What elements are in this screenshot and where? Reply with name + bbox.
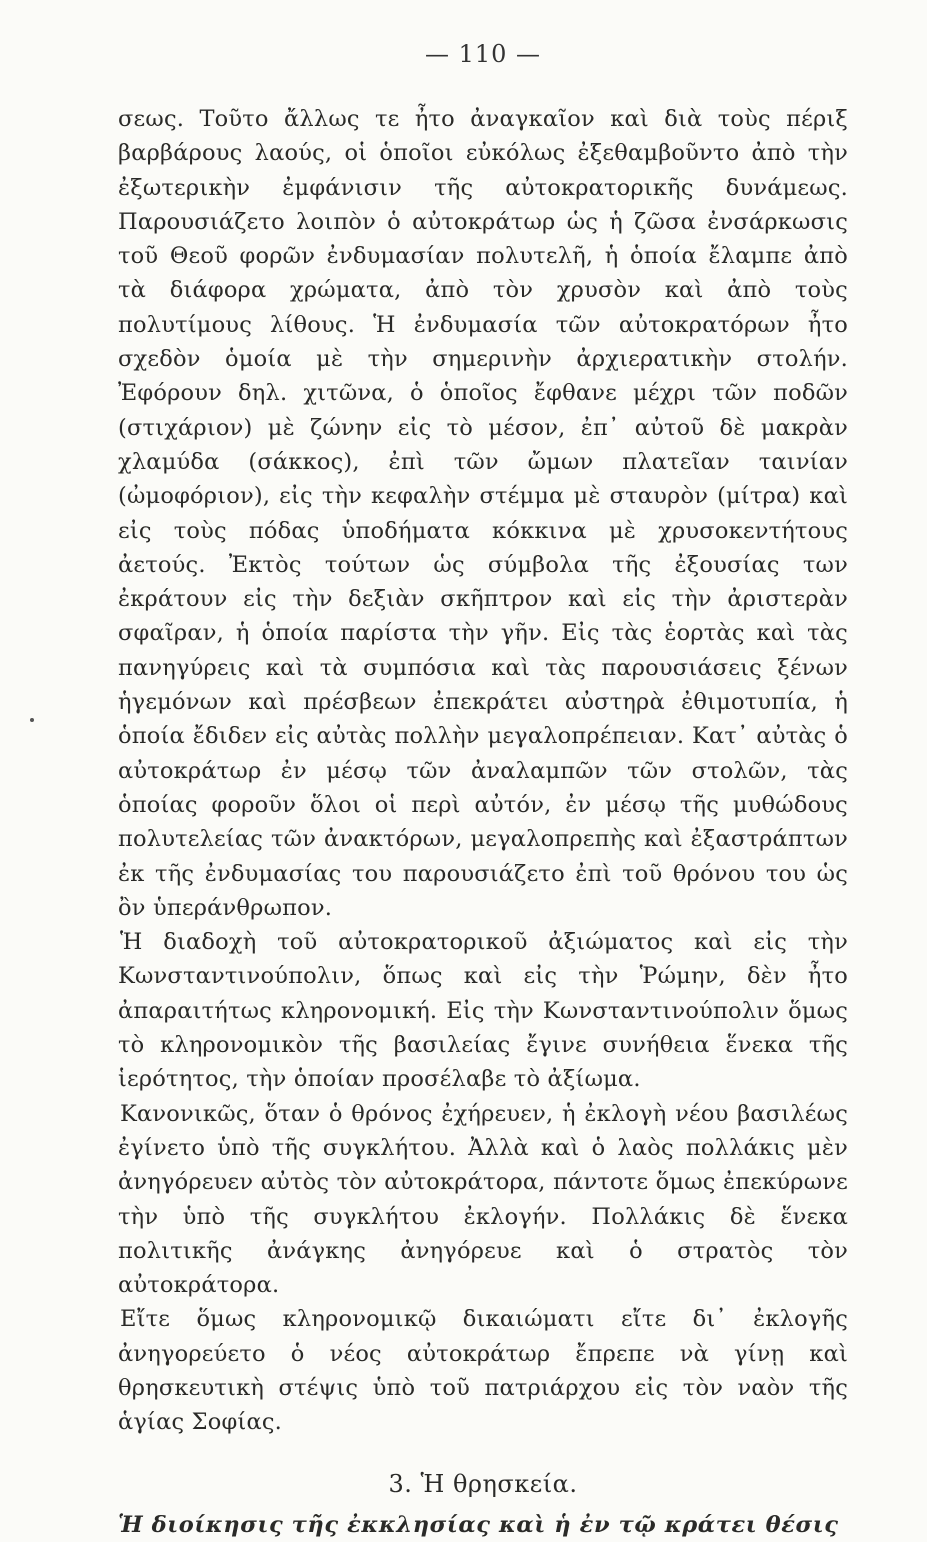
page-number: — 110 — xyxy=(424,40,542,68)
paragraph-1: σεως. Τοῦτο ἄλλως τε ἦτο ἀναγκαῖον καὶ διὰ τοὺς πέριξ βαρβάρους λαούς, οἱ ὁποῖοι εὐκόλως ἐξεθαμβοῦντο ἀπὸ τὴν ἐξωτερικὴν ἐμφάνισιν τῆς αὐτοκρατορικῆς δυνάμεως. Παρουσιάζετο λοιπὸν ὁ αὐτοκράτωρ ὡς ἡ ζῶσα ἐνσάρκωσις τοῦ Θεοῦ φορῶν ἐνδυμασίαν πολυτελῆ, ἡ ὁποία ἔλαμπε ἀπὸ τὰ διάφορα χρώματα, ἀπὸ τὸν χρυσὸν καὶ ἀπὸ τοὺς πολυτίμους λίθους. Ἡ ἐνδυμασία τῶν αὐτοκρατόρων ἦτο σχεδὸν ὁμοία μὲ τὴν σημερινὴν ἀρχιερατικὴν στολήν. Ἐφόρουν δηλ. χιτῶνα, ὁ ὁποῖος ἔφθανε μέχρι τῶν ποδῶν (στιχάριον) μὲ ζώνην εἰς τὸ μέσον, ἐπ᾽ αὐτοῦ δὲ μακρὰν χλαμύδα (σάκκος), ἐπὶ τῶν ὤμων πλατεῖαν ταινίαν (ὠμοφόριον), εἰς τὴν κεφαλὴν στέμμα μὲ σταυρὸν (μίτρα) καὶ εἰς τοὺς πόδας ὑποδήματα κόκκινα μὲ χρυσοκεντήτους ἀετούς. Ἐκτὸς τούτων ὡς σύμβολα τῆς ἐξουσίας των ἐκράτουν εἰς τὴν δεξιὰν σκῆπτρον καὶ εἰς τὴν ἀριστερὰν σφαῖραν, ἡ ὁποία παρίστα τὴν γῆν. Εἰς τὰς ἑορτὰς καὶ τὰς πανηγύρεις καὶ τὰ συμπόσια καὶ τὰς παρουσιάσεις ξένων ἡγεμόνων καὶ πρέσβεων ἐπεκράτει αὐστηρὰ ἐθιμοτυπία, ἡ ὁποία ἔδιδεν εἰς αὐτὰς πολλὴν μεγαλοπρέπειαν. Κατ᾽ αὐτὰς ὁ αὐτοκράτωρ ἐν μέσῳ τῶν ἀναλαμπῶν τῶν στολῶν, τὰς ὁποίας φοροῦν ὅλοι οἱ περὶ αὐτόν, ἐν μέσῳ τῆς μυθώδους πολυτελείας τῶν ἀνακτόρων, μεγαλοπρεπὴς καὶ ἐξαστράπτων ἐκ τῆς ἐνδυμασίας του παρουσιάζετο ἐπὶ τοῦ θρόνου του ὡς ὂν ὑπεράνθρωπον. xyxy=(118,106,848,921)
paragraph-2: Ἡ διαδοχὴ τοῦ αὐτοκρατορικοῦ ἀξιώματος καὶ εἰς τὴν Κωνσταντινούπολιν, ὅπως καὶ εἰς τὴν Ῥώμην, δὲν ἦτο ἀπαραιτήτως κληρονομική. Εἰς τὴν Κωνσταντινούπολιν ὅμως τὸ κληρονομικὸν τῆς βασιλείας ἔγινε συνήθεια ἕνεκα τῆς ἱερότητος, τὴν ὁποίαν προσέλαβε τὸ ἀξίωμα. xyxy=(118,929,848,1093)
page-body xyxy=(118,40,848,1542)
section-heading: 3. Ἡ θρησκεία. xyxy=(388,1469,578,1498)
paragraph-4: Εἴτε ὅμως κληρονομικῷ δικαιώματι εἴτε δι᾽ ἐκλογῆς ἀνηγορεύετο ὁ νέος αὐτοκράτωρ ἔπρεπε νὰ γίνῃ καὶ θρησκευτικὴ στέψις ὑπὸ τοῦ πατριάρχου εἰς τὸν ναὸν τῆς ἁγίας Σοφίας. xyxy=(118,1306,848,1436)
paragraph-3: Κανονικῶς, ὅταν ὁ θρόνος ἐχήρευεν, ἡ ἐκλογὴ νέου βασιλέως ἐγίνετο ὑπὸ τῆς συγκλήτου. Ἀλλὰ καὶ ὁ λαὸς πολλάκις μὲν ἀνηγόρευεν αὐτὸς τὸν αὐτοκράτορα, πάντοτε ὅμως ἐπεκύρωνε τὴν ὑπὸ τῆς συγκλήτου ἐκλογήν. Πολλάκις δὲ ἕνεκα πολιτικῆς ἀνάγκης ἀνηγόρευε καὶ ὁ στρατὸς τὸν αὐτοκράτορα. xyxy=(118,1100,848,1299)
subheading: Ἡ διοίκησις τῆς ἐκκλησίας καὶ ἡ ἐν τῷ κράτει θέσις xyxy=(118,1511,839,1538)
margin-mark xyxy=(30,718,34,722)
